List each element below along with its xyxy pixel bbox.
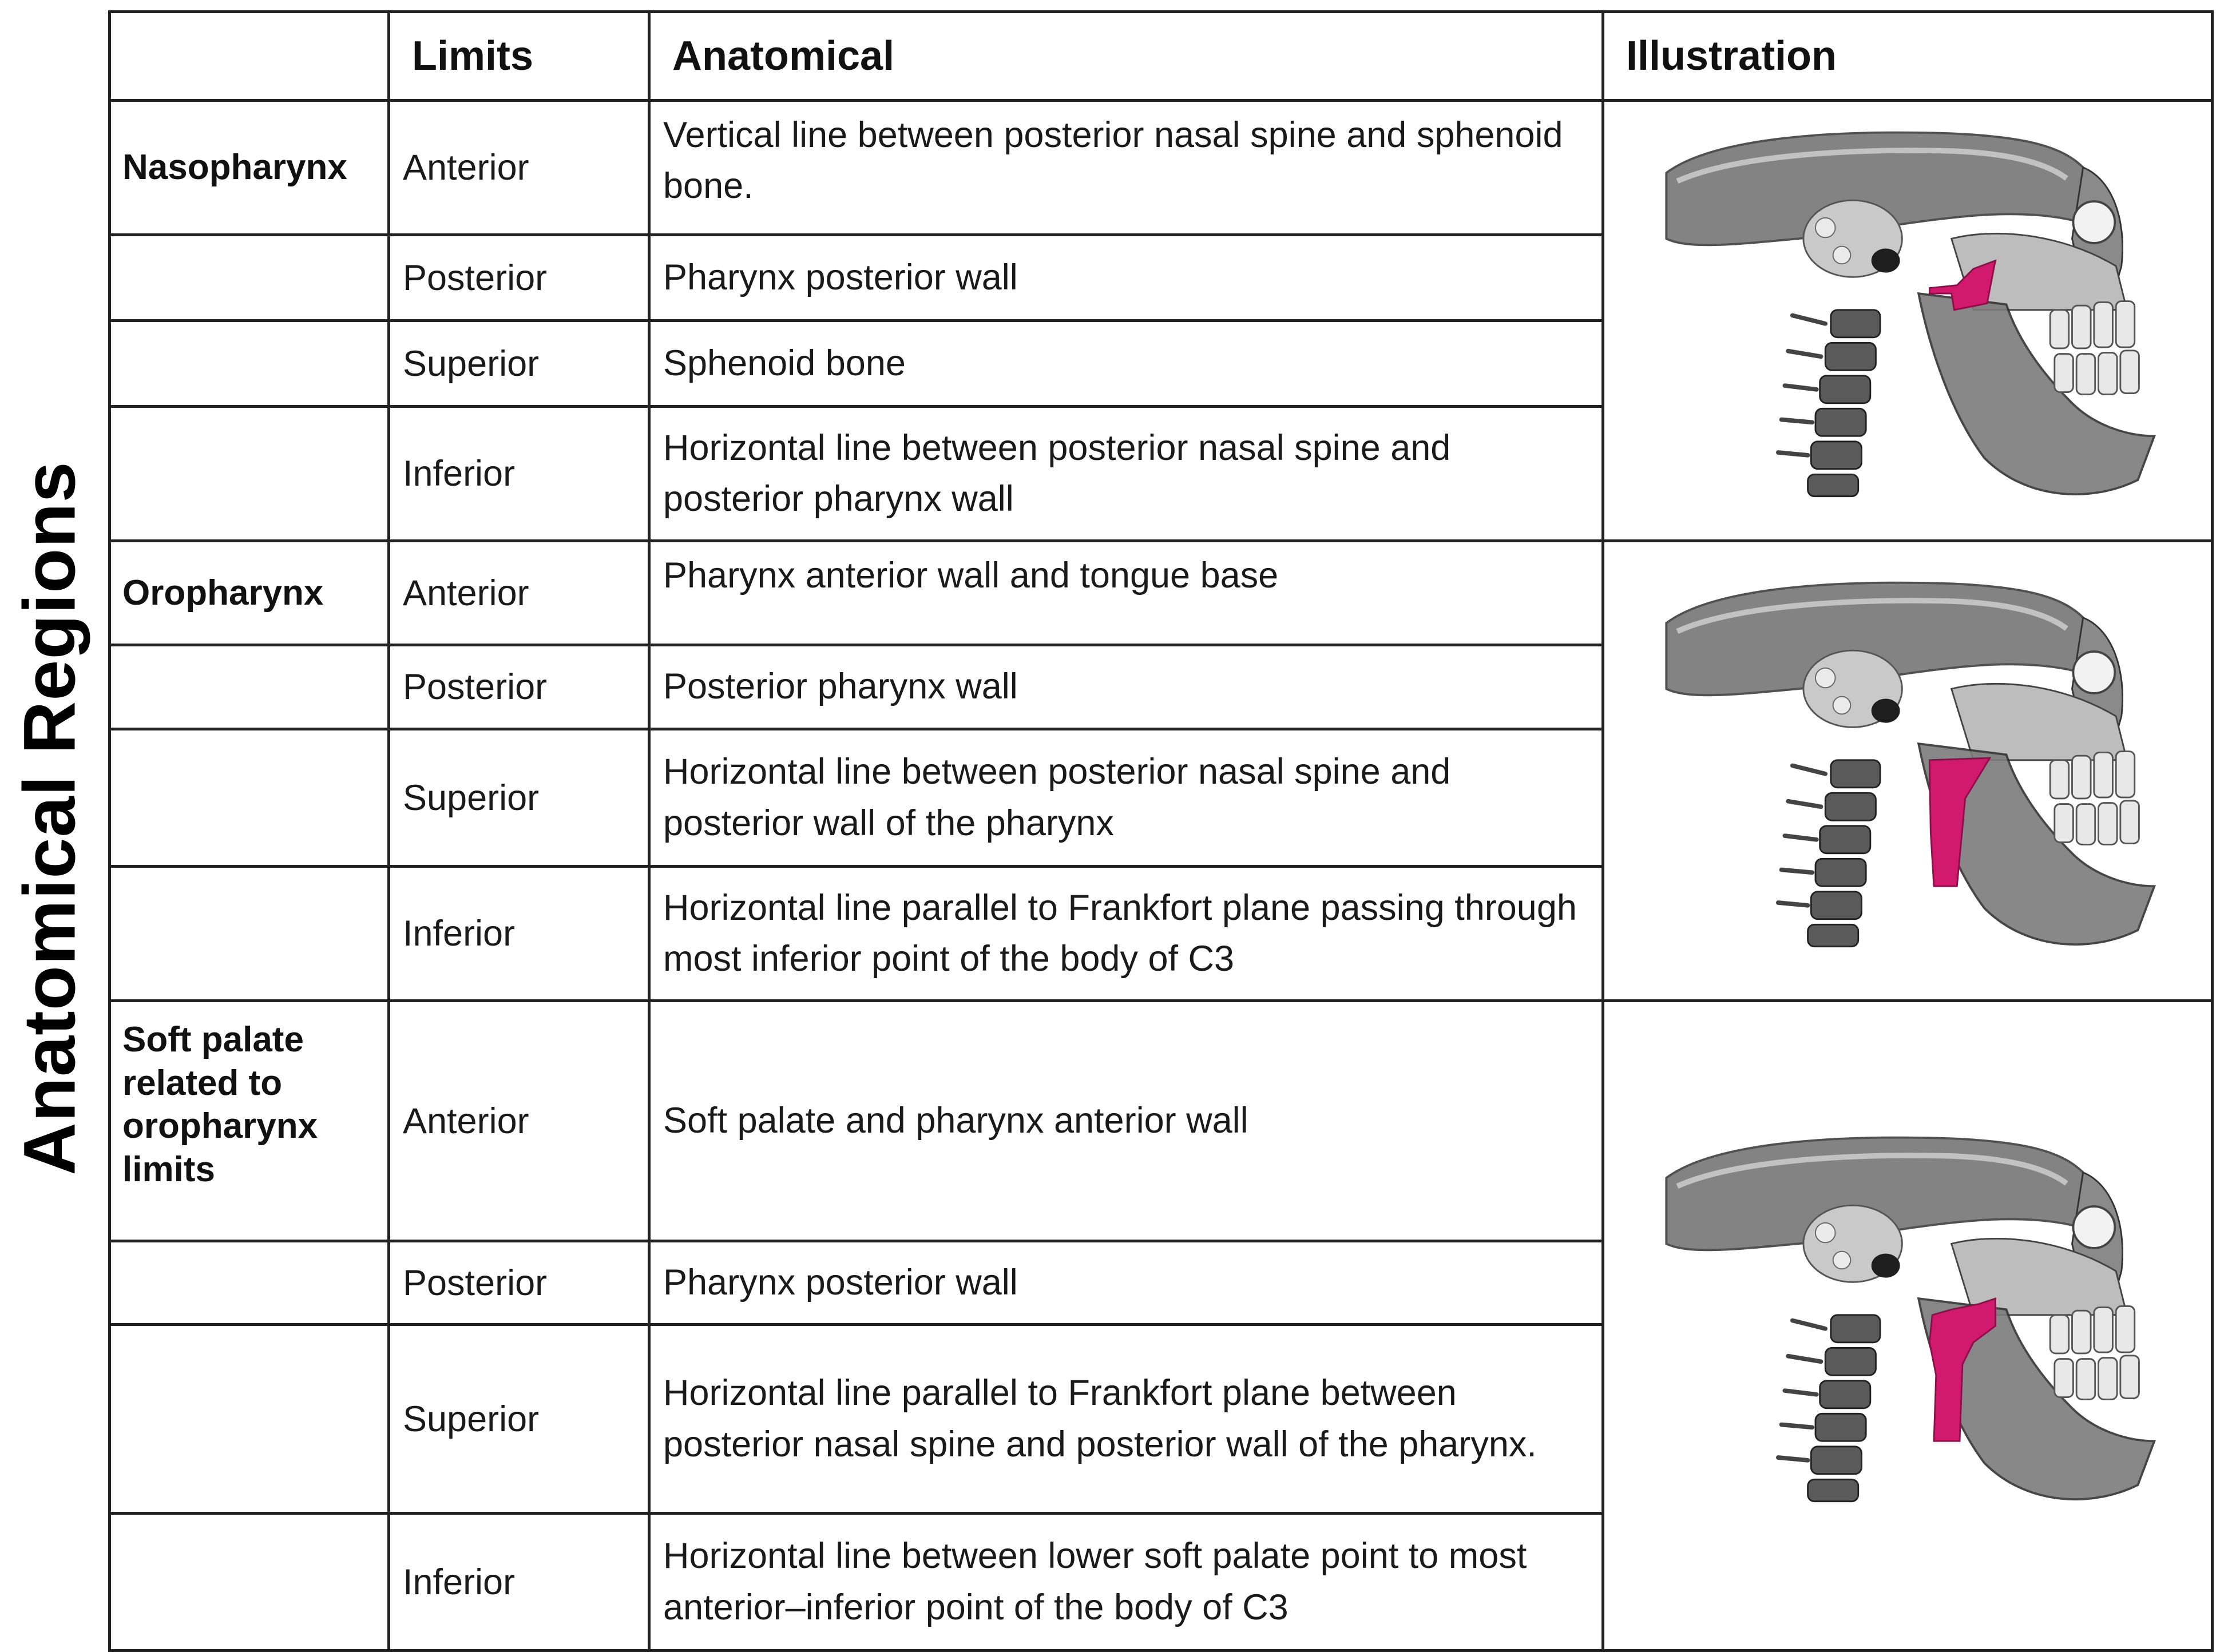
limit-label: Anterior bbox=[389, 1001, 649, 1241]
region-empty-cell bbox=[110, 729, 389, 867]
limit-description: Pharynx posterior wall bbox=[649, 235, 1603, 321]
skull-nasopharynx-icon bbox=[1644, 109, 2171, 533]
region-empty-cell bbox=[110, 321, 389, 407]
table-row bbox=[110, 541, 2213, 645]
region-empty-cell bbox=[110, 1241, 389, 1325]
header-row bbox=[110, 12, 2213, 101]
limit-description: Sphenoid bone bbox=[649, 321, 1603, 407]
limit-description: Horizontal line parallel to Frankfort plane passing through most inferior point of the body of C3 bbox=[649, 867, 1603, 1001]
limit-label: Anterior bbox=[389, 101, 649, 235]
header-anatomical: Anatomical bbox=[649, 12, 1603, 101]
anatomical-regions-table bbox=[108, 10, 2214, 1652]
limit-description: Horizontal line between lower soft palate point to most anterior–inferior point of the body of C3 bbox=[649, 1514, 1603, 1651]
limit-description: Pharynx posterior wall bbox=[649, 1241, 1603, 1325]
region-empty-cell bbox=[110, 645, 389, 729]
limit-description: Horizontal line between posterior nasal spine and posterior pharynx wall bbox=[649, 407, 1603, 541]
table-row bbox=[110, 101, 2213, 235]
side-title bbox=[9, 412, 91, 1224]
skull-soft-palate-icon bbox=[1644, 1114, 2171, 1538]
region-empty-cell bbox=[110, 1514, 389, 1651]
limit-description: Posterior pharynx wall bbox=[649, 645, 1603, 729]
table-row bbox=[110, 1001, 2213, 1241]
header-illustration: Illustration bbox=[1603, 12, 2213, 101]
region-name-soft-palate: Soft palate related to oropharynx limits bbox=[110, 1001, 389, 1241]
header-region bbox=[110, 12, 389, 101]
limit-label: Superior bbox=[389, 729, 649, 867]
limit-description: Horizontal line parallel to Frankfort plane between posterior nasal spine and posterior wall of the pharynx. bbox=[649, 1325, 1603, 1514]
limit-label: Anterior bbox=[389, 541, 649, 645]
limit-description: Horizontal line between posterior nasal spine and posterior wall of the pharynx bbox=[649, 729, 1603, 867]
illustration-nasopharynx bbox=[1603, 101, 2213, 541]
header-limits: Limits bbox=[389, 12, 649, 101]
limit-description: Soft palate and pharynx anterior wall bbox=[649, 1001, 1603, 1241]
limit-description: Pharynx anterior wall and tongue base bbox=[649, 541, 1603, 645]
region-name-nasopharynx: Nasopharynx bbox=[110, 101, 389, 235]
limit-label: Posterior bbox=[389, 1241, 649, 1325]
limit-description: Vertical line between posterior nasal spine and sphenoid bone. bbox=[649, 101, 1603, 235]
region-empty-cell bbox=[110, 235, 389, 321]
region-empty-cell bbox=[110, 1325, 389, 1514]
limit-label: Posterior bbox=[389, 645, 649, 729]
illustration-soft-palate bbox=[1603, 1001, 2213, 1651]
limit-label: Inferior bbox=[389, 1514, 649, 1651]
limit-label: Superior bbox=[389, 1325, 649, 1514]
limit-label: Posterior bbox=[389, 235, 649, 321]
illustration-oropharynx bbox=[1603, 541, 2213, 1001]
limit-label: Superior bbox=[389, 321, 649, 407]
limit-label: Inferior bbox=[389, 407, 649, 541]
region-name-oropharynx: Oropharynx bbox=[110, 541, 389, 645]
region-empty-cell bbox=[110, 407, 389, 541]
side-title-text: Anatomical Regions bbox=[9, 460, 91, 1176]
limit-label: Inferior bbox=[389, 867, 649, 1001]
region-empty-cell bbox=[110, 867, 389, 1001]
skull-oropharynx-icon bbox=[1644, 559, 2171, 983]
